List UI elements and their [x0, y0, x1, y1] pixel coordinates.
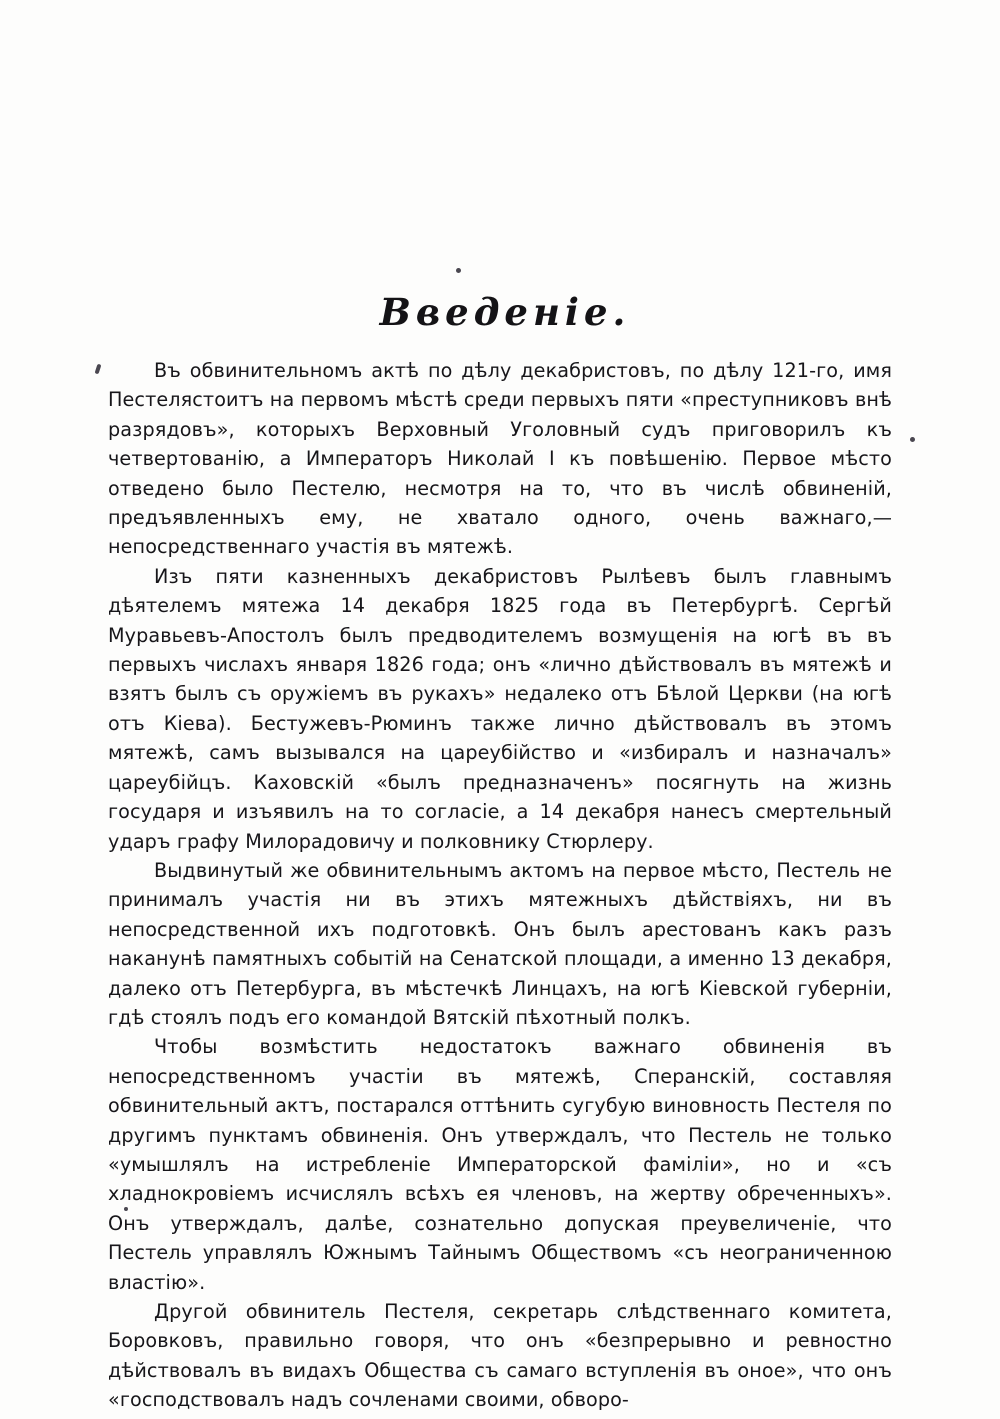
paragraph: Въ обвинительномъ актѣ по дѣлу декабристовъ, по дѣлу 121-го, имя Пестелястоитъ на первомъ мѣстѣ среди первыхъ пяти «преступниковъ внѣ разрядовъ», которыхъ Верховный Уголовный судъ приговорилъ къ четвертованію, а Императоръ Николай I къ повѣшенію. Первое мѣсто отведено было Пестелю, несмотря на то, что въ числѣ обвиненій, предъявленныхъ ему, не хватало одного, очень важнаго,—непосредственнаго участія въ мятежѣ. — [108, 359, 892, 559]
body-text — [108, 356, 892, 1415]
paragraph: Другой обвинитель Пестеля, секретарь слѣдственнаго комитета, Боровковъ, правильно говоря, что онъ «безпрерывно и ревностно дѣйствовалъ въ видахъ Общества съ самаго вступленія въ оное», что онъ «господствовалъ надъ сочленами своими, обворо- — [108, 1300, 892, 1412]
paper-speck-icon — [95, 364, 102, 375]
paragraph: Изъ пяти казненныхъ декабристовъ Рылѣевъ былъ главнымъ дѣятелемъ мятежа 14 декабря 1825 года въ Петербургѣ. Сергѣй Муравьевъ-Апостолъ былъ предводителемъ возмущенія на югѣ въ въ первыхъ числахъ января 1826 года; онъ «лично дѣйствовалъ въ мятежѣ и взятъ былъ съ оружіемъ въ рукахъ» недалеко отъ Бѣлой Церкви (на югѣ отъ Кіева). Бестужевъ-Рюминъ также лично дѣйствовалъ въ этомъ мятежѣ, самъ вызывался на цареубійство и «избиралъ и назначалъ» цареубійцъ. Каховскій «былъ предназначенъ» посягнуть на жизнь государя и изъявилъ на то согласіе, а 14 декабря нанесъ смертельный ударъ графу Милорадовичу и полковнику Стюрлеру. — [108, 564, 892, 853]
paragraph: Чтобы возмѣстить недостатокъ важнаго обвиненія въ непосредственномъ участіи въ мятежѣ, Сперанскій, составляя обвинительный актъ, постарался оттѣнить сугубую виновность Пестеля по другимъ пунктамъ обвиненія. Онъ утверждалъ, что Пестель не только «умышлялъ на истребленіе Императорской фаміліи», но и «съ хладнокровіемъ исчислялъ всѣхъ ея членовъ, на жертву обреченныхъ». Онъ утверждалъ, далѣе, сознательно допуская преувеличеніе, что Пестель управлялъ Южнымъ Тайнымъ Обществомъ «съ неограниченною властію». — [108, 1035, 892, 1294]
chapter-title: Введеніе. — [379, 290, 631, 334]
paper-speck-icon — [910, 437, 915, 442]
page-content — [108, 290, 892, 1415]
paper-speck-icon — [456, 268, 461, 273]
paragraph: Выдвинутый же обвинительнымъ актомъ на первое мѣсто, Пестель не принималъ участія ни въ этихъ мятежныхъ дѣйствіяхъ, ни въ непосредственной ихъ подготовкѣ. Онъ былъ арестованъ какъ разъ наканунѣ памятныхъ событій на Сенатской площади, а именно 13 декабря, далеко отъ Петербурга, въ мѣстечкѣ Линцахъ, на югѣ Кіевской губерніи, гдѣ стоялъ подъ его командой Вятскій пѣхотный полкъ. — [108, 858, 892, 1029]
